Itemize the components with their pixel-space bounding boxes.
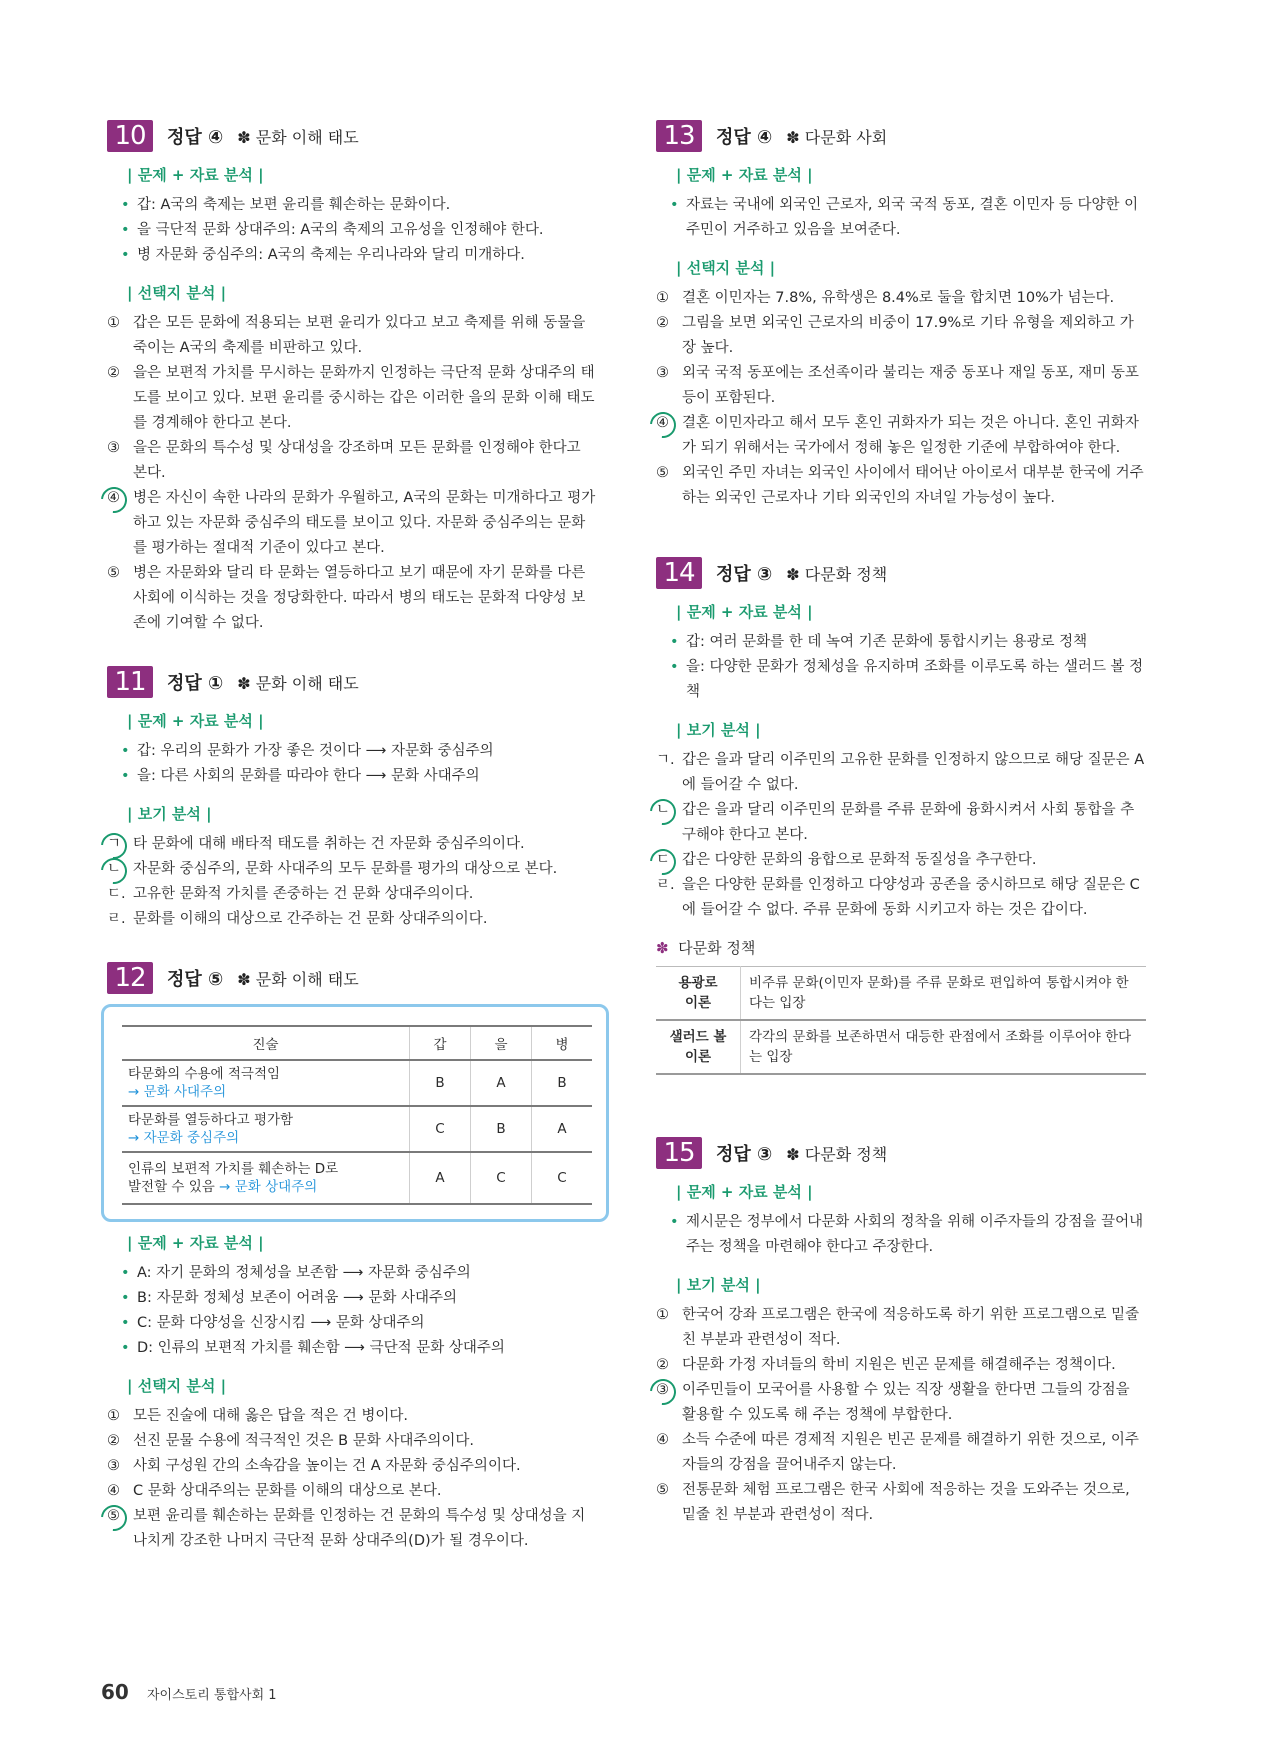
q12-topic: ✽ 문화 이해 태도: [237, 969, 359, 989]
q12-section-analysis: | 문제 + 자료 분석 |: [127, 1234, 264, 1252]
q12-option-correct: ⑤ 보편 윤리를 훼손하는 문화를 인정하는 건 문화의 특수성 및 상대성을 지나치게 강조한 나머지 극단적 문화 상대주의(D)가 될 경우이다.: [107, 1504, 597, 1554]
correct-circle-icon: ⑤: [107, 1504, 131, 1529]
q15-option: ④ 소득 수준에 따른 경제적 지원은 빈곤 문제를 해결하기 위한 것으로, 이주자들의 강점을 끌어내주지 않는다.: [656, 1432, 1139, 1473]
table-header: 을: [471, 1026, 532, 1060]
q15-number: 15: [656, 1137, 702, 1169]
book-title: 자이스토리 통합사회 1: [146, 1688, 277, 1703]
q13-bullet: • 자료는 국내에 외국인 근로자, 외국 국적 동포, 결혼 이민자 등 다양한 이주민이 거주하고 있음을 보여준다.: [656, 193, 1146, 243]
q14-section-options: | 보기 분석 |: [676, 721, 761, 739]
correct-circle-icon: ㄴ: [107, 857, 131, 882]
q12-header: [107, 960, 597, 996]
q14-option: ㄹ. 을은 다양한 문화를 인정하고 다양성과 공존을 중시하므로 해당 질문은 C에 들어갈 수 없다. 주류 문화에 동화 시키고자 하는 것은 갑이다.: [656, 877, 1140, 918]
q12-bullet: • C: 문화 다양성을 신장시킴 ⟶ 문화 상대주의: [107, 1311, 597, 1336]
q13-option: ③ 외국 국적 동포에는 조선족이라 불리는 재중 동포나 재일 동포, 재미 동포 등이 포함된다.: [656, 365, 1139, 406]
page-footer: [101, 1680, 277, 1704]
right-column: [656, 118, 1146, 1528]
q14-option: ㄱ. 갑은 을과 달리 이주민의 고유한 문화를 인정하지 않으므로 해당 질문은 A에 들어갈 수 없다.: [656, 752, 1145, 793]
q10-topic: ✽ 문화 이해 태도: [237, 127, 359, 147]
q13-number: 13: [656, 120, 702, 152]
q13-section-options: | 선택지 분석 |: [676, 259, 776, 277]
q10-option: ⑤ 병은 자문화와 달리 타 문화는 열등하다고 보기 때문에 자기 문화를 다른 사회에 이식하는 것을 정당화한다. 따라서 병의 태도는 문화적 다양성 보존에 기여할 수 없다.: [107, 565, 586, 631]
q10-header: [107, 118, 597, 154]
q13-option: ① 결혼 이민자는 7.8%, 유학생은 8.4%로 둘을 합치면 10%가 넘는다.: [656, 290, 1115, 306]
q12-bullet: • A: 자기 문화의 정체성을 보존함 ⟶ 자문화 중심주의: [107, 1261, 597, 1286]
q12-option: ④ C 문화 상대주의는 문화를 이해의 대상으로 본다.: [107, 1483, 442, 1499]
q11-bullet: • 을: 다른 사회의 문화를 따라야 한다 ⟶ 문화 사대주의: [107, 764, 597, 789]
table-row: 타문화의 수용에 적극적임 → 문화 사대주의 B A B: [122, 1060, 592, 1106]
q15-option: ① 한국어 강좌 프로그램은 한국에 적응하도록 하기 위한 프로그램으로 밑줄 친 부분과 관련성이 적다.: [656, 1307, 1140, 1348]
q10-section-options: | 선택지 분석 |: [127, 284, 227, 302]
table-row: 샐러드 볼 이론 각각의 문화를 보존하면서 대등한 관점에서 조화를 이루어야 한다는 입장: [656, 1020, 1146, 1074]
q14-bullet: • 갑: 여러 문화를 한 데 녹여 기존 문화에 통합시키는 용광로 정책: [656, 630, 1146, 655]
q14-number: 14: [656, 557, 702, 589]
table-header: 진술: [122, 1026, 410, 1060]
left-column: [107, 118, 597, 1554]
q11-header: [107, 664, 597, 700]
q12-option: ② 선진 문물 수용에 적극적인 것은 B 문화 사대주의이다.: [107, 1433, 474, 1449]
q12-table: [122, 1025, 592, 1205]
q13-option: ⑤ 외국인 주민 자녀는 외국인 사이에서 태어난 아이로서 대부분 한국에 거주하는 외국인 근로자나 기타 외국인의 자녀일 가능성이 높다.: [656, 465, 1144, 506]
q12-answer: 정답 ⑤: [167, 969, 224, 990]
q10-bullet: • 갑: A국의 축제는 보편 윤리를 훼손하는 문화이다.: [107, 193, 597, 218]
q12-option: ① 모든 진술에 대해 옳은 답을 적은 건 병이다.: [107, 1408, 408, 1424]
q12-section-options: | 선택지 분석 |: [127, 1377, 227, 1395]
q11-option: ㄹ. 문화를 이해의 대상으로 간주하는 건 문화 상대주의이다.: [107, 911, 488, 927]
q13-option-correct: ④ 결혼 이민자라고 해서 모두 혼인 귀화자가 되는 것은 아니다. 혼인 귀화자가 되기 위해서는 국가에서 정해 놓은 일정한 기준에 부합하여야 한다.: [656, 411, 1146, 461]
q11-answer: 정답 ①: [167, 673, 224, 694]
q15-section-options: | 보기 분석 |: [676, 1276, 761, 1294]
q12-bullet: • D: 인류의 보편적 가치를 훼손함 ⟶ 극단적 문화 상대주의: [107, 1336, 597, 1361]
q11-section-options: | 보기 분석 |: [127, 805, 212, 823]
q10-option: ② 을은 보편적 가치를 무시하는 문화까지 인정하는 극단적 문화 상대주의 태도를 보이고 있다. 보편 윤리를 중시하는 갑은 이러한 을의 문화 이해 태도를 경계해야 한다고 본다.: [107, 365, 595, 431]
q10-section-analysis: | 문제 + 자료 분석 |: [127, 166, 264, 184]
q10-option-correct: ④ 병은 자신이 속한 나라의 문화가 우월하고, A국의 문화는 미개하다고 평가하고 있는 자문화 중심주의 태도를 보이고 있다. 자문화 중심주의는 문화를 평가하는 절대적 기준이 있다고 본다.: [107, 486, 597, 561]
q15-option: ⑤ 전통문화 체험 프로그램은 한국 사회에 적응하는 것을 도와주는 것으로, 밑줄 친 부분과 관련성이 적다.: [656, 1482, 1130, 1523]
table-row: 인류의 보편적 가치를 훼손하는 D로 발전할 수 있음 → 문화 상대주의 A C C: [122, 1152, 592, 1204]
q13-topic: ✽ 다문화 사회: [786, 127, 888, 147]
q12-option: ③ 사회 구성원 간의 소속감을 높이는 건 A 자문화 중심주의이다.: [107, 1458, 521, 1474]
table-header: 갑: [410, 1026, 471, 1060]
q13-section-analysis: | 문제 + 자료 분석 |: [676, 166, 813, 184]
q11-option: ㄷ. 고유한 문화적 가치를 존중하는 건 문화 상대주의이다.: [107, 886, 474, 902]
correct-circle-icon: ㄱ: [107, 832, 131, 857]
q10-bullet: • 을 극단적 문화 상대주의: A국의 축제의 고유성을 인정해야 한다.: [107, 218, 597, 243]
q13-option: ② 그림을 보면 외국인 근로자의 비중이 17.9%로 기타 유형을 제외하고 가장 높다.: [656, 315, 1134, 356]
q15-option-correct: ③ 이주민들이 모국어를 사용할 수 있는 직장 생활을 한다면 그들의 강점을 활용할 수 있도록 해 주는 정책에 부합한다.: [656, 1378, 1146, 1428]
table-row: 타문화를 열등하다고 평가함 → 자문화 중심주의 C B A: [122, 1106, 592, 1152]
q15-option: ② 다문화 가정 자녀들의 학비 지원은 빈곤 문제를 해결해주는 정책이다.: [656, 1357, 1116, 1373]
table-header: 병: [532, 1026, 593, 1060]
correct-circle-icon: ④: [107, 486, 131, 511]
q11-option-correct: ㄴ 자문화 중심주의, 문화 사대주의 모두 문화를 평가의 대상으로 본다.: [107, 857, 597, 882]
q12-bullet: • B: 자문화 정체성 보존이 어려움 ⟶ 문화 사대주의: [107, 1286, 597, 1311]
q15-section-analysis: | 문제 + 자료 분석 |: [676, 1183, 813, 1201]
q14-section-analysis: | 문제 + 자료 분석 |: [676, 603, 813, 621]
q13-header: [656, 118, 1146, 154]
q14-answer: 정답 ③: [716, 564, 773, 585]
correct-circle-icon: ㄷ: [656, 848, 680, 873]
correct-circle-icon: ㄴ: [656, 798, 680, 823]
q15-bullet: • 제시문은 정부에서 다문화 사회의 정착을 위해 이주자들의 강점을 끌어내 주는 정책을 마련해야 한다고 주장한다.: [656, 1210, 1146, 1260]
policy-table: [656, 966, 1146, 1075]
star-icon: ✽: [656, 939, 669, 957]
q15-answer: 정답 ③: [716, 1144, 773, 1165]
q11-option-correct: ㄱ 타 문화에 대해 배타적 태도를 취하는 건 자문화 중심주의이다.: [107, 832, 597, 857]
q10-number: 10: [107, 120, 153, 152]
q11-section-analysis: | 문제 + 자료 분석 |: [127, 712, 264, 730]
q14-option-correct: ㄴ 갑은 을과 달리 이주민의 문화를 주류 문화에 융화시켜서 사회 통합을 추구해야 한다고 본다.: [656, 798, 1146, 848]
q11-bullet: • 갑: 우리의 문화가 가장 좋은 것이다 ⟶ 자문화 중심주의: [107, 739, 597, 764]
q11-topic: ✽ 문화 이해 태도: [237, 673, 359, 693]
table-row: 용광로 이론 비주류 문화(이민자 문화)를 주류 문화로 편입하여 통합시켜야 한다는 입장: [656, 967, 1146, 1021]
q10-option: ③ 을은 문화의 특수성 및 상대성을 강조하며 모든 문화를 인정해야 한다고 본다.: [107, 440, 581, 481]
page-number: 60: [101, 1680, 129, 1704]
q15-header: [656, 1135, 1146, 1171]
q10-answer: 정답 ④: [167, 127, 224, 148]
q14-topic: ✽ 다문화 정책: [786, 564, 888, 584]
q10-bullet: • 병 자문화 중심주의: A국의 축제는 우리나라와 달리 미개하다.: [107, 243, 597, 268]
q11-number: 11: [107, 666, 153, 698]
q12-number: 12: [107, 962, 153, 994]
q14-subhead: ✽ 다문화 정책: [656, 939, 756, 957]
correct-circle-icon: ④: [656, 411, 680, 436]
q14-bullet: • 을: 다양한 문화가 정체성을 유지하며 조화를 이루도록 하는 샐러드 볼 정책: [656, 655, 1146, 705]
q10-option: ① 갑은 모든 문화에 적용되는 보편 윤리가 있다고 보고 축제를 위해 동물을 죽이는 A국의 축제를 비판하고 있다.: [107, 315, 586, 356]
q13-answer: 정답 ④: [716, 127, 773, 148]
correct-circle-icon: ③: [656, 1378, 680, 1403]
q15-topic: ✽ 다문화 정책: [786, 1144, 888, 1164]
q12-table-box: [101, 1004, 609, 1222]
q14-header: [656, 555, 1146, 591]
q14-option-correct: ㄷ 갑은 다양한 문화의 융합으로 문화적 동질성을 추구한다.: [656, 848, 1146, 873]
